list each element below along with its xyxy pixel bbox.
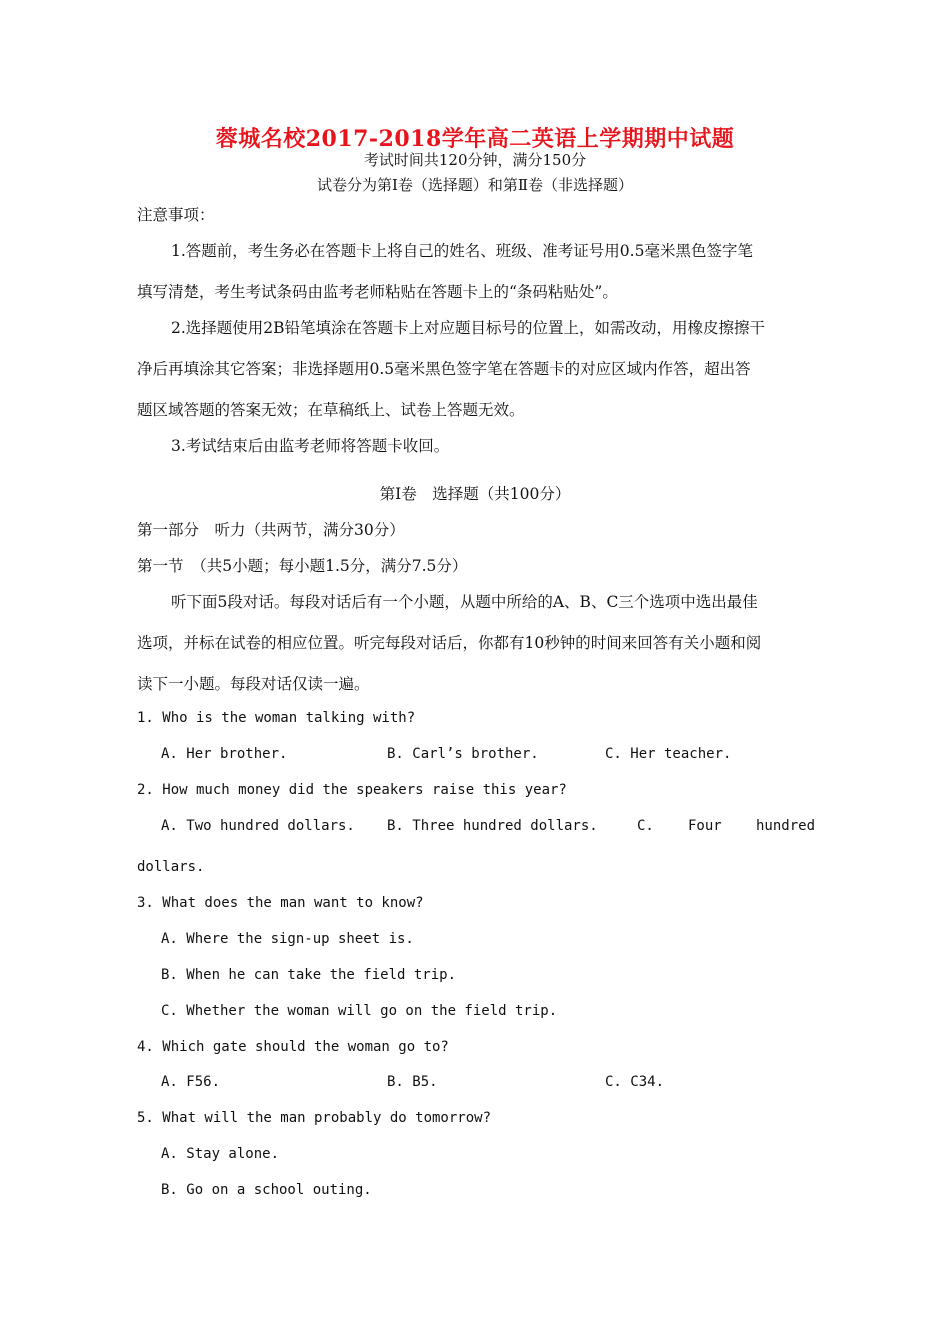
document-title: 蓉城名校2017-2018学年高二英语上学期期中试题 (215, 126, 735, 152)
section-1-heading: 第一节 （共5小题；每小题1.5分，满分7.5分） (137, 557, 468, 575)
question-4: 4. Which gate should the woman go to? (137, 1039, 449, 1055)
q2-option-a: A. Two hundred dollars. (161, 818, 355, 834)
q2-option-c-letter: C. (637, 818, 654, 834)
note-2-line-3: 题区域答题的答案无效；在草稿纸上、试卷上答题无效。 (137, 401, 525, 419)
exam-structure-line: 试卷分为第Ⅰ卷（选择题）和第Ⅱ卷（非选择题） (316, 176, 634, 194)
section-title: 第Ⅰ卷 选择题（共100分） (379, 485, 571, 503)
question-2: 2. How much money did the speakers raise this year? (137, 782, 567, 798)
q3-option-c: C. Whether the woman will go on the field trip. (161, 1003, 558, 1019)
question-3: 3. What does the man want to know? (137, 895, 424, 911)
question-5: 5. What will the man probably do tomorrow? (137, 1110, 492, 1126)
note-1-line-1: 1.答题前，考生务必在答题卡上将自己的姓名、班级、准考证号用0.5毫米黑色签字笔 (171, 242, 753, 260)
q1-option-a: A. Her brother. (161, 746, 288, 762)
q2-option-c-word-2: hundred (756, 818, 816, 834)
note-3: 3.考试结束后由监考老师将答题卡收回。 (171, 437, 450, 455)
q5-option-a: A. Stay alone. (161, 1146, 280, 1162)
q4-option-a: A. F56. (161, 1074, 221, 1090)
notes-heading: 注意事项： (137, 206, 215, 224)
q2-option-b: B. Three hundred dollars. (387, 818, 598, 834)
q5-option-b: B. Go on a school outing. (161, 1182, 372, 1198)
instructions-line-3: 读下一小题。每段对话仅读一遍。 (137, 675, 370, 693)
q3-option-b: B. When he can take the field trip. (161, 967, 457, 983)
question-1: 1. Who is the woman talking with? (137, 710, 416, 726)
q1-option-b: B. Carl’s brother. (387, 746, 539, 762)
note-2-line-1: 2.选择题使用2B铅笔填涂在答题卡上对应题目标号的位置上，如需改动，用橡皮擦擦干 (171, 319, 766, 337)
exam-time-line: 考试时间共120分钟，满分150分 (363, 151, 587, 169)
instructions-line-2: 选项，并标在试卷的相应位置。听完每段对话后，你都有10秒钟的时间来回答有关小题和阅 (137, 634, 762, 652)
note-2-line-2: 净后再填涂其它答案；非选择题用0.5毫米黑色签字笔在答题卡的对应区域内作答，超出答 (137, 360, 751, 378)
part-1-heading: 第一部分 听力（共两节，满分30分） (137, 521, 405, 539)
q2-option-c-word-3: dollars. (137, 859, 205, 875)
q3-option-a: A. Where the sign-up sheet is. (161, 931, 414, 947)
instructions-line-1: 听下面5段对话。每段对话后有一个小题，从题中所给的A、B、C三个选项中选出最佳 (171, 593, 758, 611)
q4-option-b: B. B5. (387, 1074, 438, 1090)
q4-option-c: C. C34. (605, 1074, 665, 1090)
note-1-line-2: 填写清楚，考生考试条码由监考老师粘贴在答题卡上的“条码粘贴处”。 (137, 283, 618, 301)
q2-option-c-word-1: Four (688, 818, 722, 834)
q1-option-c: C. Her teacher. (605, 746, 732, 762)
